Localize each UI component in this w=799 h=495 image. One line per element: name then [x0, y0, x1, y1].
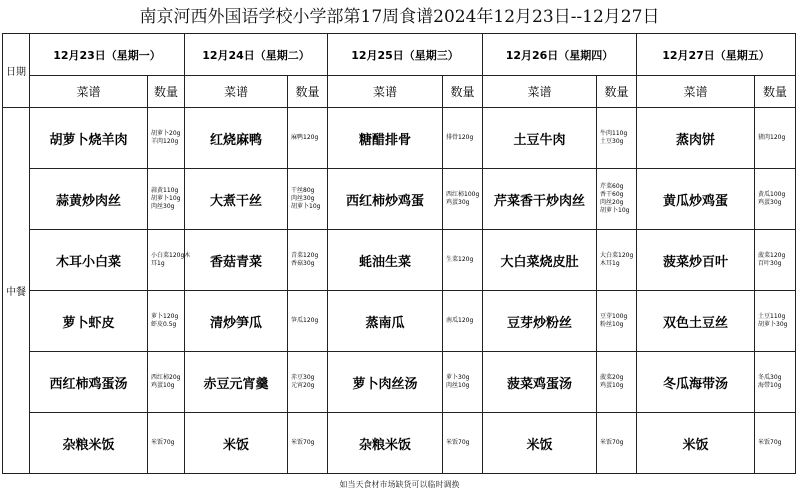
quantity-line: 胡萝卜10g: [291, 203, 321, 210]
dish-quantity: [288, 352, 328, 413]
quantity-line: 胡萝卜10g: [600, 207, 630, 214]
dish-quantity: [597, 169, 637, 230]
dish-quantity: [288, 413, 328, 474]
quantity-line: 羊肉120g: [151, 138, 179, 145]
quantity-line: 米饭70g: [600, 439, 624, 446]
quantity-line: 肉丝30g: [291, 195, 315, 202]
quantity-line: 虾皮0.5g: [151, 321, 177, 328]
dish-quantity: [597, 108, 637, 169]
quantity-line: 鸡蛋10g: [600, 382, 624, 389]
dish-name: 蚝油生菜: [328, 230, 443, 291]
dish-name: 蒸南瓜: [328, 291, 443, 352]
dish-quantity: [443, 413, 483, 474]
menu-body: [3, 34, 796, 474]
meal-label: 中餐: [3, 108, 30, 474]
quantity-line: 西红柿100g: [446, 191, 480, 198]
dish-quantity: [148, 291, 185, 352]
dish-quantity: [755, 230, 796, 291]
dish-header: 菜谱: [637, 76, 755, 108]
dish-name: 杂粮米饭: [328, 413, 443, 474]
qty-header: 数量: [755, 76, 796, 108]
dish-quantity: [443, 108, 483, 169]
date-thu: 12月26日（星期四）: [483, 34, 637, 76]
quantity-line: 鸡蛋30g: [446, 199, 470, 206]
dish-name: 胡萝卜烧羊肉: [30, 108, 148, 169]
dish-name: 冬瓜海带汤: [637, 352, 755, 413]
quantity-line: 肉丝20g: [600, 199, 624, 206]
quantity-line: 牛肉110g: [600, 130, 628, 137]
qty-header: 数量: [148, 76, 185, 108]
dish-quantity: [755, 291, 796, 352]
meal-row: [3, 108, 796, 169]
quantity-line: 菠菜20g: [600, 374, 624, 381]
dish-name: 萝卜肉丝汤: [328, 352, 443, 413]
quantity-line: 鸡蛋30g: [758, 199, 782, 206]
quantity-line: 鸡蛋10g: [151, 382, 175, 389]
qty-header: 数量: [443, 76, 483, 108]
dish-quantity: [597, 230, 637, 291]
quantity-line: 笋瓜120g: [291, 317, 319, 324]
quantity-line: 胡萝卜10g: [151, 195, 181, 202]
dish-name: 蒜黄炒肉丝: [30, 169, 148, 230]
dish-quantity: [755, 413, 796, 474]
dish-quantity: [288, 169, 328, 230]
quantity-line: 冬瓜30g: [758, 374, 782, 381]
dish-quantity: [443, 352, 483, 413]
quantity-line: 麻鸭120g: [291, 134, 319, 141]
quantity-line: 豆芽100g: [600, 313, 628, 320]
quantity-line: 芹菜60g: [600, 183, 624, 190]
quantity-line: 香干60g: [600, 191, 624, 198]
quantity-line: 大白菜120g: [600, 252, 634, 259]
date-fri: 12月27日（星期五）: [637, 34, 796, 76]
dish-name: 大白菜烧皮肚: [483, 230, 597, 291]
dish-name: 菠菜鸡蛋汤: [483, 352, 597, 413]
dish-quantity: [597, 413, 637, 474]
meal-row: [3, 230, 796, 291]
quantity-line: 海带10g: [758, 382, 782, 389]
quantity-line: 赤豆30g: [291, 374, 315, 381]
dish-name: 西红柿鸡蛋汤: [30, 352, 148, 413]
quantity-line: 胡萝卜20g: [151, 130, 181, 137]
quantity-line: 肉丝10g: [446, 382, 470, 389]
quantity-line: 米饭70g: [758, 439, 782, 446]
meal-row: [3, 169, 796, 230]
date-label: 日期: [3, 34, 30, 108]
dish-quantity: [755, 108, 796, 169]
footer-note: 如当天食材市场缺货可以临时调换: [339, 480, 460, 489]
qty-header: 数量: [288, 76, 328, 108]
dish-header: 菜谱: [30, 76, 148, 108]
dish-name: 菠菜炒百叶: [637, 230, 755, 291]
quantity-line: 排骨120g: [446, 134, 474, 141]
header-row: [3, 76, 796, 108]
quantity-line: 小白菜120g木: [151, 252, 191, 259]
quantity-line: 菠菜120g: [758, 252, 786, 259]
quantity-line: 土豆30g: [600, 138, 624, 145]
dish-name: 米饭: [483, 413, 597, 474]
dish-quantity: [443, 291, 483, 352]
quantity-line: 百叶30g: [758, 260, 782, 267]
quantity-line: 米饭70g: [291, 439, 315, 446]
dish-name: 红烧麻鸭: [185, 108, 288, 169]
quantity-line: 木耳1g: [600, 260, 620, 267]
quantity-line: 耳1g: [151, 260, 165, 267]
quantity-line: 猪肉120g: [758, 134, 786, 141]
dish-name: 米饭: [185, 413, 288, 474]
quantity-line: 元宵20g: [291, 382, 315, 389]
dish-name: 西红柿炒鸡蛋: [328, 169, 443, 230]
page-title: 南京河西外国语学校小学部第17周食谱2024年12月23日--12月27日: [139, 7, 660, 27]
dish-quantity: [597, 352, 637, 413]
menu-table: [2, 33, 796, 474]
dish-name: 香菇青菜: [185, 230, 288, 291]
dish-quantity: [148, 169, 185, 230]
quantity-line: 米饭70g: [151, 439, 175, 446]
dish-name: 赤豆元宵羹: [185, 352, 288, 413]
dish-name: 米饭: [637, 413, 755, 474]
quantity-line: 萝卜30g: [446, 374, 470, 381]
quantity-line: 青菜120g: [291, 252, 319, 259]
quantity-line: 肉丝30g: [151, 203, 175, 210]
dish-name: 萝卜虾皮: [30, 291, 148, 352]
quantity-line: 香菇30g: [291, 260, 315, 267]
quantity-line: 萝卜120g: [151, 313, 179, 320]
quantity-line: 粉丝10g: [600, 321, 624, 328]
dish-header: 菜谱: [185, 76, 288, 108]
meal-row: [3, 352, 796, 413]
dish-header: 菜谱: [483, 76, 597, 108]
meal-row: [3, 413, 796, 474]
dish-quantity: [597, 291, 637, 352]
dish-name: 杂粮米饭: [30, 413, 148, 474]
quantity-line: 生菜120g: [446, 256, 474, 263]
dish-quantity: [148, 352, 185, 413]
dish-name: 蒸肉饼: [637, 108, 755, 169]
date-mon: 12月23日（星期一）: [30, 34, 185, 76]
quantity-line: 胡萝卜30g: [758, 321, 788, 328]
dish-name: 清炒笋瓜: [185, 291, 288, 352]
dish-name: 双色土豆丝: [637, 291, 755, 352]
dish-name: 土豆牛肉: [483, 108, 597, 169]
dish-quantity: [443, 169, 483, 230]
quantity-line: 米饭70g: [446, 439, 470, 446]
dish-quantity: [288, 291, 328, 352]
date-tue: 12月24日（星期二）: [185, 34, 328, 76]
quantity-line: 蒜黄110g: [151, 187, 179, 194]
dish-quantity: [443, 230, 483, 291]
quantity-line: 西红柿20g: [151, 374, 181, 381]
dish-quantity: [148, 230, 191, 291]
quantity-line: 干丝80g: [291, 187, 315, 194]
date-row: [3, 34, 796, 76]
quantity-line: 土豆110g: [758, 313, 786, 320]
dish-name: 黄瓜炒鸡蛋: [637, 169, 755, 230]
quantity-line: 黄瓜100g: [758, 191, 786, 198]
quantity-line: 南瓜120g: [446, 317, 474, 324]
dish-name: 豆芽炒粉丝: [483, 291, 597, 352]
dish-quantity: [288, 230, 328, 291]
dish-name: 芹菜香干炒肉丝: [483, 169, 597, 230]
meal-row: [3, 291, 796, 352]
dish-header: 菜谱: [328, 76, 443, 108]
dish-quantity: [148, 108, 185, 169]
dish-name: 大煮干丝: [185, 169, 288, 230]
dish-quantity: [288, 108, 328, 169]
dish-name: 糖醋排骨: [328, 108, 443, 169]
qty-header: 数量: [597, 76, 637, 108]
dish-quantity: [755, 169, 796, 230]
dish-quantity: [755, 352, 796, 413]
dish-name: 木耳小白菜: [30, 230, 148, 291]
dish-quantity: [148, 413, 185, 474]
date-wed: 12月25日（星期三）: [328, 34, 483, 76]
